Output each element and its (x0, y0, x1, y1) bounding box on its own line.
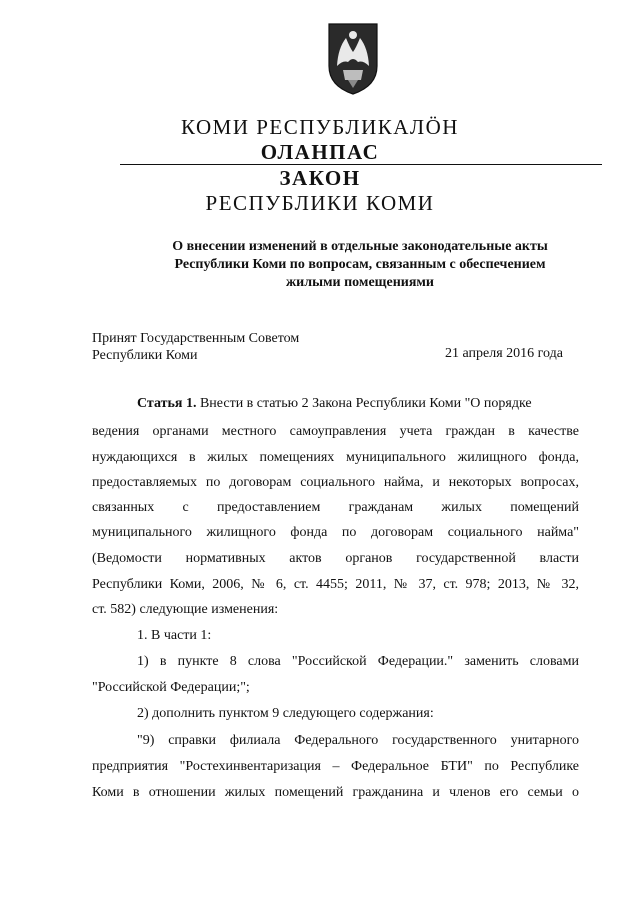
article-line: ведения органами местного самоуправления учета граждан в качестве (92, 424, 579, 439)
header-olanpas: ОЛАНПАС (260, 140, 380, 164)
article-line: "Российской Федерации;"; (92, 680, 250, 695)
article-line: ст. 582) следующие изменения: (92, 602, 279, 617)
article-label: Статья 1. (137, 396, 197, 411)
header-respubliki: РЕСПУБЛИКИ КОМИ (205, 191, 435, 215)
article-first-line (137, 396, 532, 412)
adoption-block (92, 330, 299, 364)
article-line: предприятия "Ростехинвентаризация – Федеральное БТИ" по Республике (92, 759, 579, 774)
law-title-line: Республики Коми по вопросам, связанным с обеспечением (174, 257, 546, 272)
article-line: муниципального жилищного фонда по договорам социального найма" (92, 525, 579, 540)
article-line: Внести в статью 2 Закона Республики Коми "О порядке (196, 396, 532, 411)
article-line: нуждающихся в жилых помещениях муниципального жилищного фонда, (92, 450, 579, 465)
law-title-line: жилыми помещениями (286, 275, 434, 290)
header-divider (120, 164, 602, 165)
article-line: 1) в пункте 8 слова "Российской Федерации." заменить словами (137, 654, 579, 669)
article-line: "9) справки филиала Федерального государственного унитарного (137, 733, 579, 748)
article-line: (Ведомости нормативных актов органов государственной власти (92, 551, 579, 566)
adoption-date: 21 апреля 2016 года (445, 346, 563, 361)
article-line: предоставляемых по договорам социального найма, и некоторых вопросах, (92, 475, 579, 490)
article-line: Коми в отношении жилых помещений гражданина и членов его семьи о (92, 785, 579, 800)
header-zakon: ЗАКОН (279, 166, 361, 190)
article-line: связанных с предоставлением гражданам жилых помещений (92, 500, 579, 515)
coat-of-arms-icon (326, 22, 380, 96)
law-title (80, 238, 640, 292)
law-title-line: О внесении изменений в отдельные законодательные акты (172, 239, 548, 254)
header-komi-line: КОМИ РЕСПУБЛИКАЛӦН (181, 115, 459, 139)
article-line: 2) дополнить пунктом 9 следующего содержания: (137, 706, 434, 721)
adoption-line: Республики Коми (92, 348, 198, 363)
adoption-line: Принят Государственным Советом (92, 331, 300, 346)
article-line: 1. В части 1: (137, 628, 212, 643)
article-line: Республики Коми, 2006, № 6, ст. 4455; 2011, № 37, ст. 978; 2013, № 32, (92, 577, 579, 592)
